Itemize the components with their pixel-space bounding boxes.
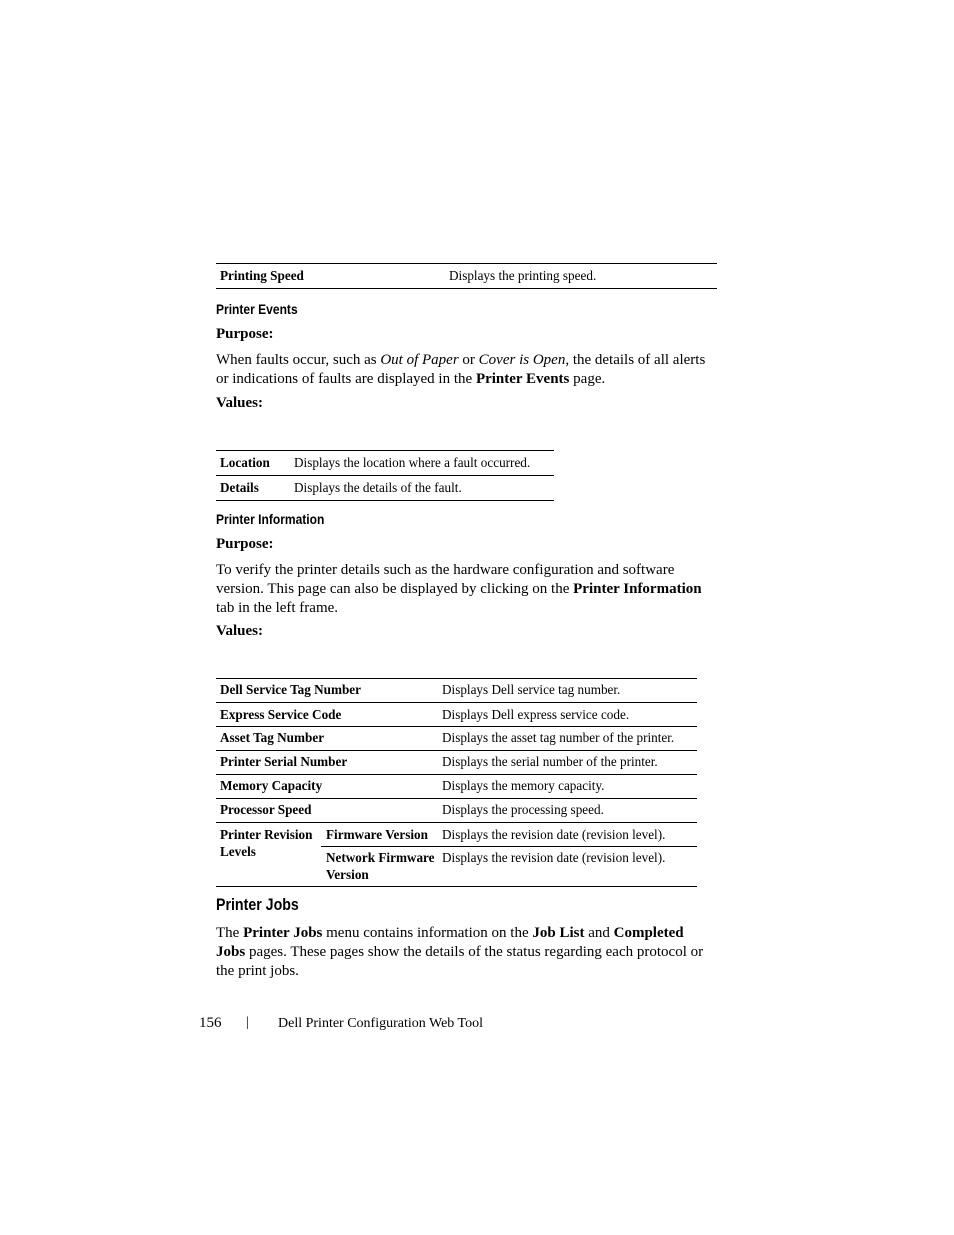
row-label: Printer Serial Number bbox=[216, 751, 438, 775]
printer-events-table bbox=[216, 450, 554, 501]
row-label: Asset Tag Number bbox=[216, 727, 438, 751]
footer-separator: | bbox=[246, 1015, 249, 1030]
printer-information-paragraph: To verify the printer details such as the hardware configuration and software version. This page can also be displayed by clicking on the Printer Information tab in the left frame. bbox=[216, 562, 702, 616]
row-desc: Displays Dell express service code. bbox=[438, 703, 697, 727]
table-row bbox=[216, 727, 697, 751]
row-label: Printer Revision Levels bbox=[216, 823, 321, 887]
printing-speed-table bbox=[216, 263, 717, 289]
printer-events-paragraph: When faults occur, such as Out of Paper or Cover is Open, the details of all alerts or indications of faults are displayed in the Printer Events page. bbox=[216, 352, 706, 387]
printer-events-heading: Printer Events bbox=[216, 301, 298, 317]
row-label: Memory Capacity bbox=[216, 775, 438, 799]
row-desc: Displays the location where a fault occurred. bbox=[294, 455, 531, 470]
row-desc: Displays the processing speed. bbox=[438, 799, 697, 823]
table-row bbox=[216, 751, 697, 775]
row-desc: Displays Dell service tag number. bbox=[442, 682, 621, 697]
row-label: Express Service Code bbox=[216, 703, 438, 727]
table-row bbox=[216, 823, 697, 847]
table-row bbox=[216, 799, 697, 823]
row-desc: Displays the details of the fault. bbox=[290, 476, 554, 501]
table-row bbox=[216, 451, 554, 476]
table-row bbox=[216, 775, 697, 799]
row-label: Details bbox=[216, 476, 290, 501]
row-desc: Displays the asset tag number of the printer. bbox=[438, 727, 697, 751]
printer-jobs-paragraph: The Printer Jobs menu contains information on the Job List and Completed Jobs pages. These pages show the details of the status regarding each protocol or the print jobs. bbox=[216, 925, 704, 979]
page-number: 156 bbox=[199, 1015, 222, 1031]
row-label: Printing Speed bbox=[220, 268, 304, 283]
row-desc: Displays the revision date (revision level). bbox=[438, 847, 697, 887]
values-label: Values: bbox=[216, 623, 263, 639]
printer-jobs-heading: Printer Jobs bbox=[216, 896, 299, 914]
purpose-label: Purpose: bbox=[216, 536, 274, 552]
purpose-label: Purpose: bbox=[216, 326, 274, 342]
footer-title: Dell Printer Configuration Web Tool bbox=[278, 1016, 484, 1031]
table-row bbox=[216, 679, 697, 703]
row-label: Dell Service Tag Number bbox=[220, 682, 362, 697]
row-desc: Displays the revision date (revision level). bbox=[438, 823, 697, 847]
printer-information-table bbox=[216, 678, 697, 887]
printer-information-heading: Printer Information bbox=[216, 511, 325, 527]
sub-row-label: Network Firmware Version bbox=[321, 847, 438, 887]
row-label: Location bbox=[220, 455, 270, 470]
row-label: Processor Speed bbox=[216, 799, 438, 823]
values-label: Values: bbox=[216, 395, 263, 411]
row-desc: Displays the memory capacity. bbox=[438, 775, 697, 799]
table-row bbox=[216, 476, 554, 501]
row-desc: Displays the serial number of the printer. bbox=[438, 751, 697, 775]
table-row bbox=[216, 264, 717, 289]
sub-row-label: Firmware Version bbox=[321, 823, 438, 847]
table-row bbox=[216, 703, 697, 727]
row-desc: Displays the printing speed. bbox=[449, 268, 597, 283]
